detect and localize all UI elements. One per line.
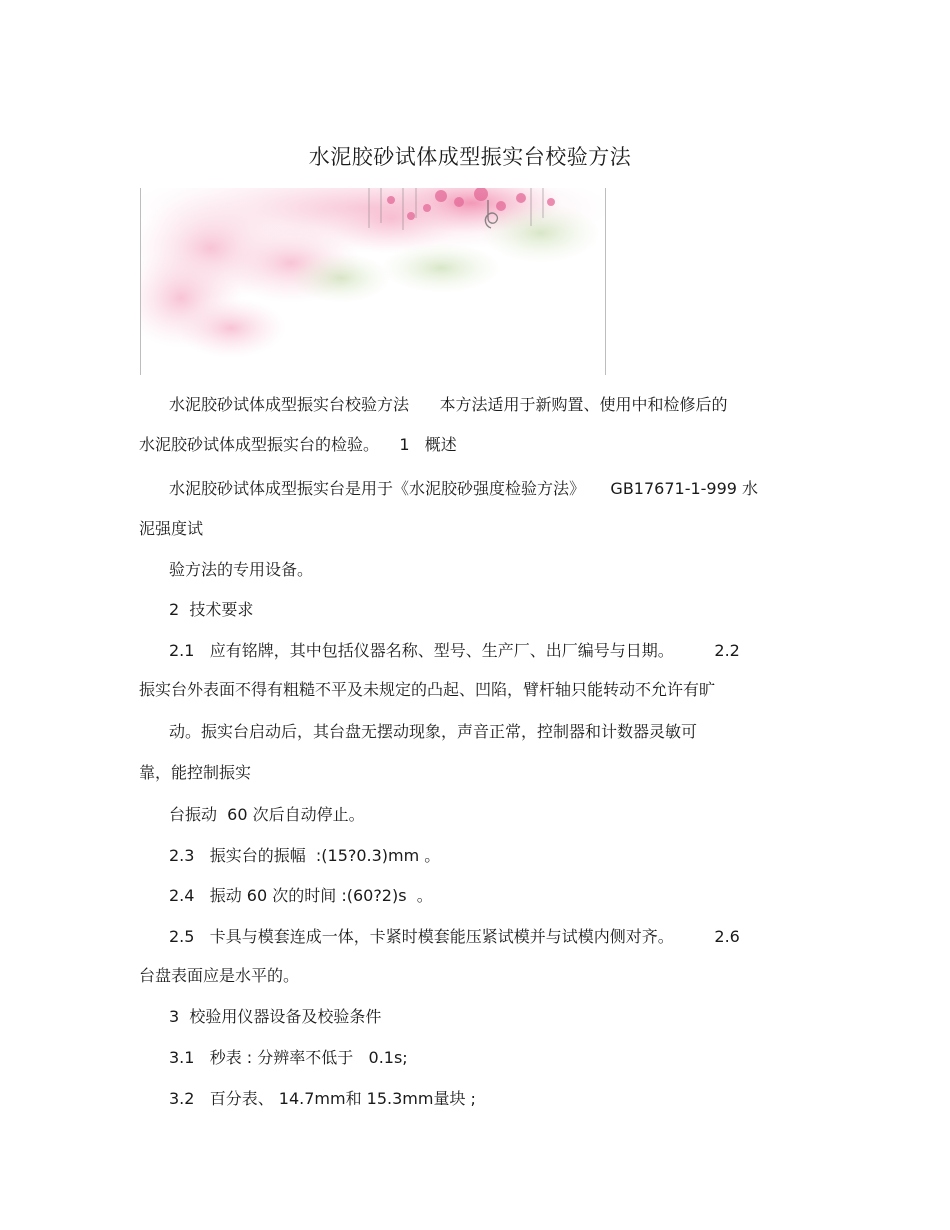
text-line: 3.2 百分表、 14.7mm和 15.3mm量块 ; (169, 1089, 476, 1108)
text-line: 2.5 卡具与模套连成一体，卡紧时模套能压紧试模并与试模内侧对齐。 2.6 (169, 927, 740, 946)
text-line: 动。振实台启动后，其台盘无摆动现象，声音正常，控制器和计数器灵敏可 (169, 722, 698, 741)
text-line: 2.4 振动 60 次的时间 :(60?2)s 。 (169, 886, 433, 905)
text-line: 振实台外表面不得有粗糙不平及未规定的凸起、凹陷，臂杆轴只能转动不允许有旷 (139, 680, 716, 699)
text-line: 水泥胶砂试体成型振实台校验方法 本方法适用于新购置、使用中和检修后的 (169, 395, 728, 414)
text-line: 验方法的专用设备。 (169, 560, 314, 579)
text-line: 2.1 应有铭牌，其中包括仪器名称、型号、生产厂、出厂编号与日期。 2.2 (169, 641, 740, 660)
page-title: 水泥胶砂试体成型振实台校验方法 (308, 145, 632, 169)
text-line: 3.1 秒表 : 分辨率不低于 0.1s; (169, 1048, 408, 1067)
text-line: 台盘表面应是水平的。 (139, 966, 300, 985)
text-line: 泥强度试 (139, 519, 204, 538)
section-heading: 2 技术要求 (169, 600, 254, 619)
text-line: 水泥胶砂试体成型振实台的检验。 1 概述 (139, 435, 457, 454)
text-line: 靠，能控制振实 (139, 763, 252, 782)
text-line: 水泥胶砂试体成型振实台是用于《水泥胶砂强度检验方法》 GB17671-1-999 水 (169, 479, 759, 498)
section-heading: 3 校验用仪器设备及校验条件 (169, 1007, 382, 1026)
floral-music-banner-icon (140, 188, 606, 375)
text-line: 台振动 60 次后自动停止。 (169, 805, 365, 824)
text-line: 2.3 振实台的振幅 :(15?0.3)mm 。 (169, 846, 441, 865)
